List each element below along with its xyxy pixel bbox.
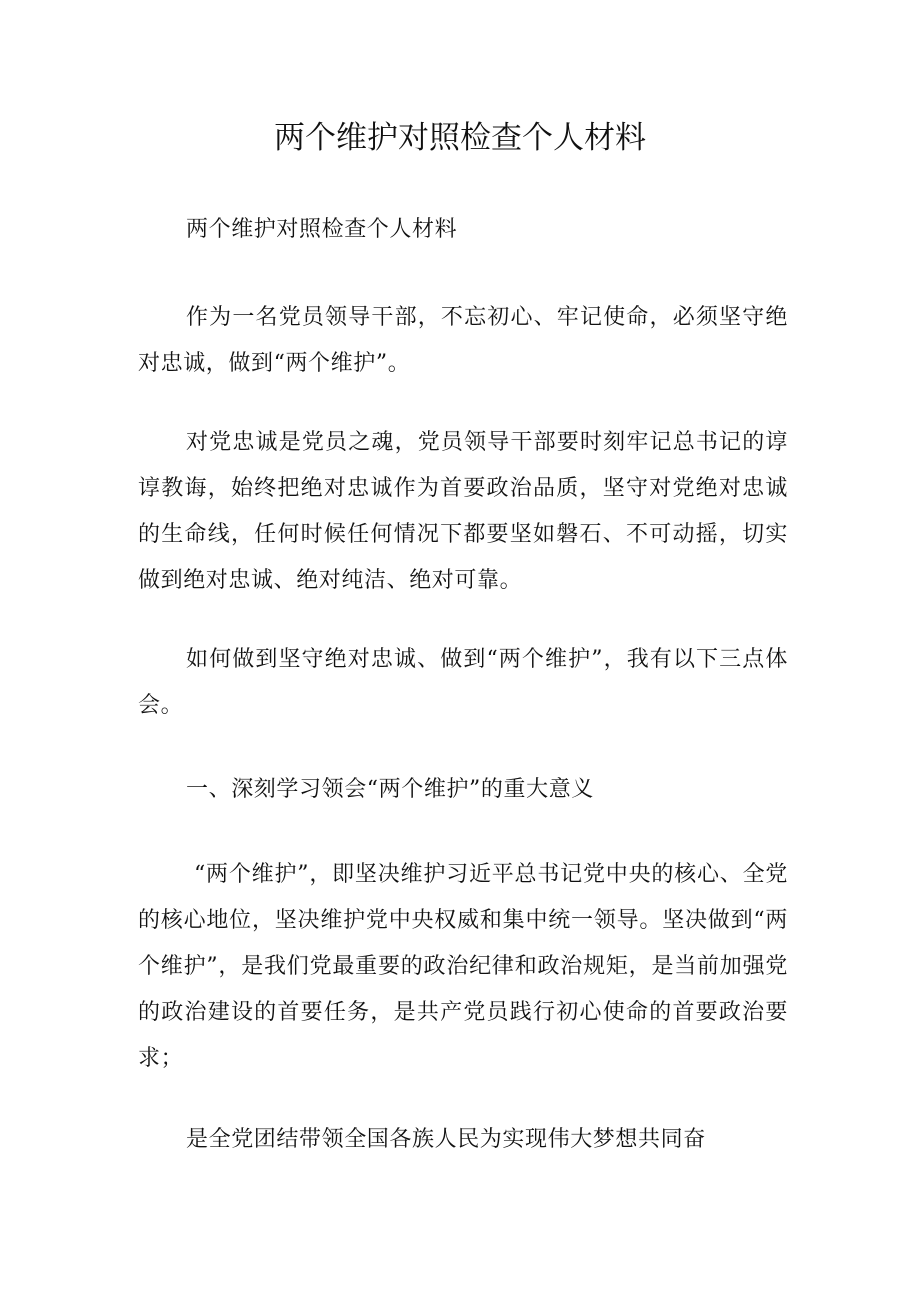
paragraph-how: 如何做到坚守绝对忠诚、做到“两个维护”，我有以下三点体会。 [138, 647, 788, 718]
paragraph-two-maintenances: “两个维护”，即坚决维护习近平总书记党中央的核心、全党的核心地位，坚决维护党中央权威和集中统一领导。坚决做到“两个维护”，是我们党最重要的政治纪律和政治规矩，是当前加强党的政治建设的首要任务，是共产党员践行初心使命的首要政治要求； [138, 862, 788, 1071]
paragraph-intro: 作为一名党员领导干部，不忘初心、牢记使命，必须坚守绝对忠诚，做到“两个维护”。 [138, 305, 788, 376]
paragraph-continuation: 是全党团结带领全国各族人民为实现伟大梦想共同奋 [186, 1127, 706, 1152]
paragraph-loyalty: 对党忠诚是党员之魂，党员领导干部要时刻牢记总书记的谆谆教诲，始终把绝对忠诚作为首要政治品质，坚守对党绝对忠诚的生命线，任何时候任何情况下都要坚如磐石、不可动摇，切实做到绝对忠诚、绝对纯洁、绝对可靠。 [138, 430, 788, 593]
document-title: 两个维护对照检查个人材料 [274, 120, 646, 156]
paragraph-subtitle: 两个维护对照检查个人材料 [186, 217, 458, 242]
section-heading-one: 一、深刻学习领会“两个维护”的重大意义 [186, 777, 594, 802]
